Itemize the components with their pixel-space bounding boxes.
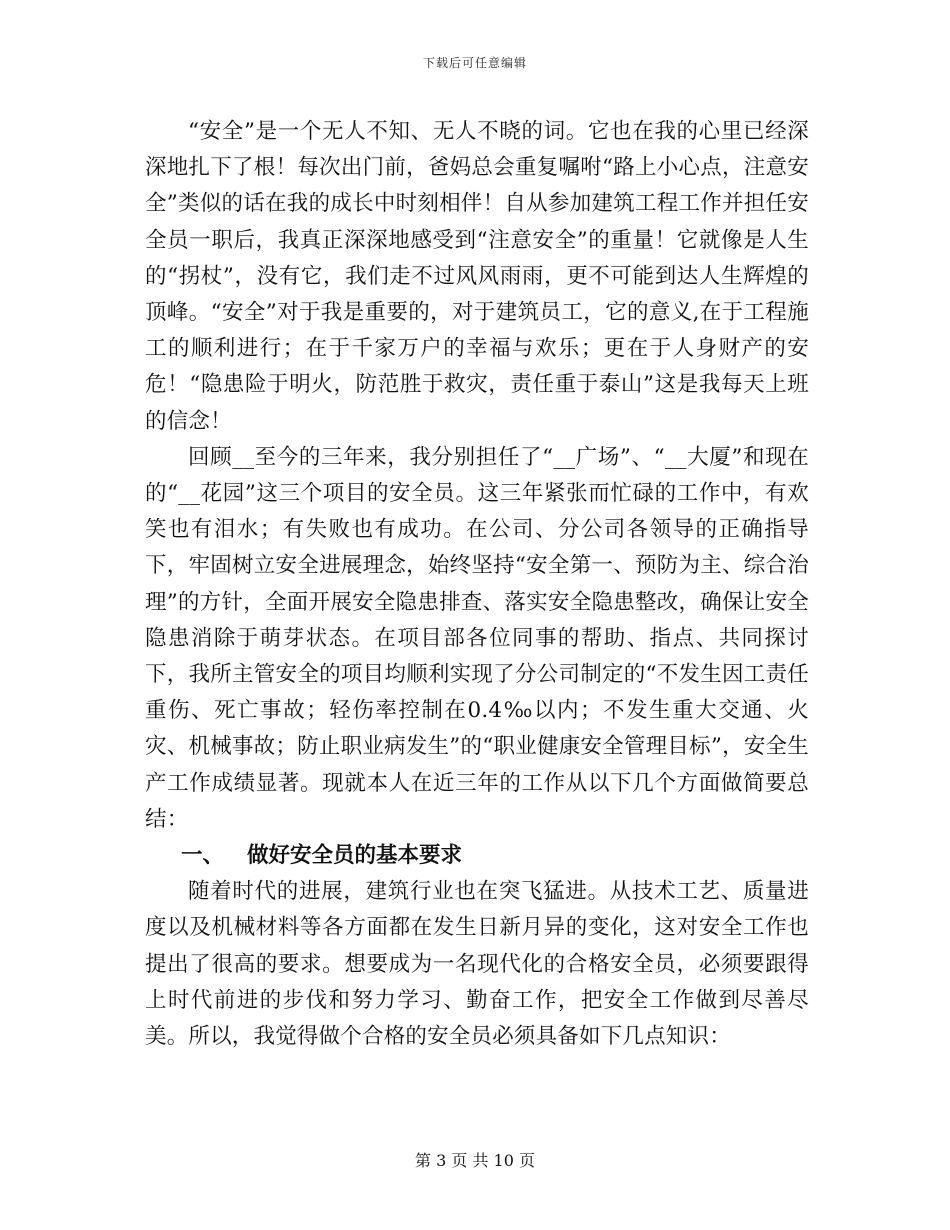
section-heading	[145, 838, 809, 874]
paragraph-intro: “安全”是一个无人不知、无人不晓的词。它也在我的心里已经深深地扎下了根！每次出门前，爸妈总会重复嘱咐“路上小心点，注意安全”类似的话在我的成长中时刻相伴！自从参加建筑工程工作并担任安全员一职后，我真正深深地感受到“注意安全”的重量！它就像是人生的“拐杖”，没有它，我们走不过风风雨雨，更不可能到达人生辉煌的顶峰。“安全”对于我是重要的，对于建筑员工，它的意义,在于工程施工的顺利进行；在于千家万户的幸福与欢乐；更在于人身财产的安危！“隐患险于明火，防范胜于救灾，责任重于泰山”这是我每天上班的信念！	[145, 119, 809, 434]
document-body	[145, 114, 809, 1055]
page-footer: 第 3 页 共 10 页	[415, 1151, 535, 1170]
page-header: 下载后可任意编辑	[422, 56, 527, 70]
paragraph-requirements: 随着时代的进展，建筑行业也在突飞猛进。从技术工艺、质量进度以及机械材料等各方面都在发生日新月异的变化，这对安全工作也提出了很高的要求。想要成为一名现代化的合格安全员，必须要跟得上时代前进的步伐和努力学习、勤奋工作，把安全工作做到尽善尽美。所以，我觉得做个合格的安全员必须具备如下几点知识：	[145, 879, 809, 1050]
section-number: 一、	[181, 843, 225, 869]
paragraph-review: 回顾__至今的三年来，我分别担任了“__广场”、“__大厦”和现在的“__花园”这三个项目的安全员。这三年紧张而忙碌的工作中，有欢笑也有泪水；有失败也有成功。在公司、分公司各领导的正确指导下，牢固树立安全进展理念，始终坚持“安全第一、预防为主、综合治理”的方针，全面开展安全隐患排查、落实安全隐患整改，确保让安全隐患消除于萌芽状态。在项目部各位同事的帮助、指点、共同探讨下，我所主管安全的项目均顺利实现了分公司制定的“不发生因工责任重伤、死亡事故；轻伤率控制在0.4‰以内；不发生重大交通、火灾、机械事故；防止职业病发生”的“职业健康安全管理目标”，安全生产工作成绩显著。现就本人在近三年的工作从以下几个方面做简要总结：	[145, 444, 809, 832]
section-title: 做好安全员的基本要求	[247, 843, 463, 869]
